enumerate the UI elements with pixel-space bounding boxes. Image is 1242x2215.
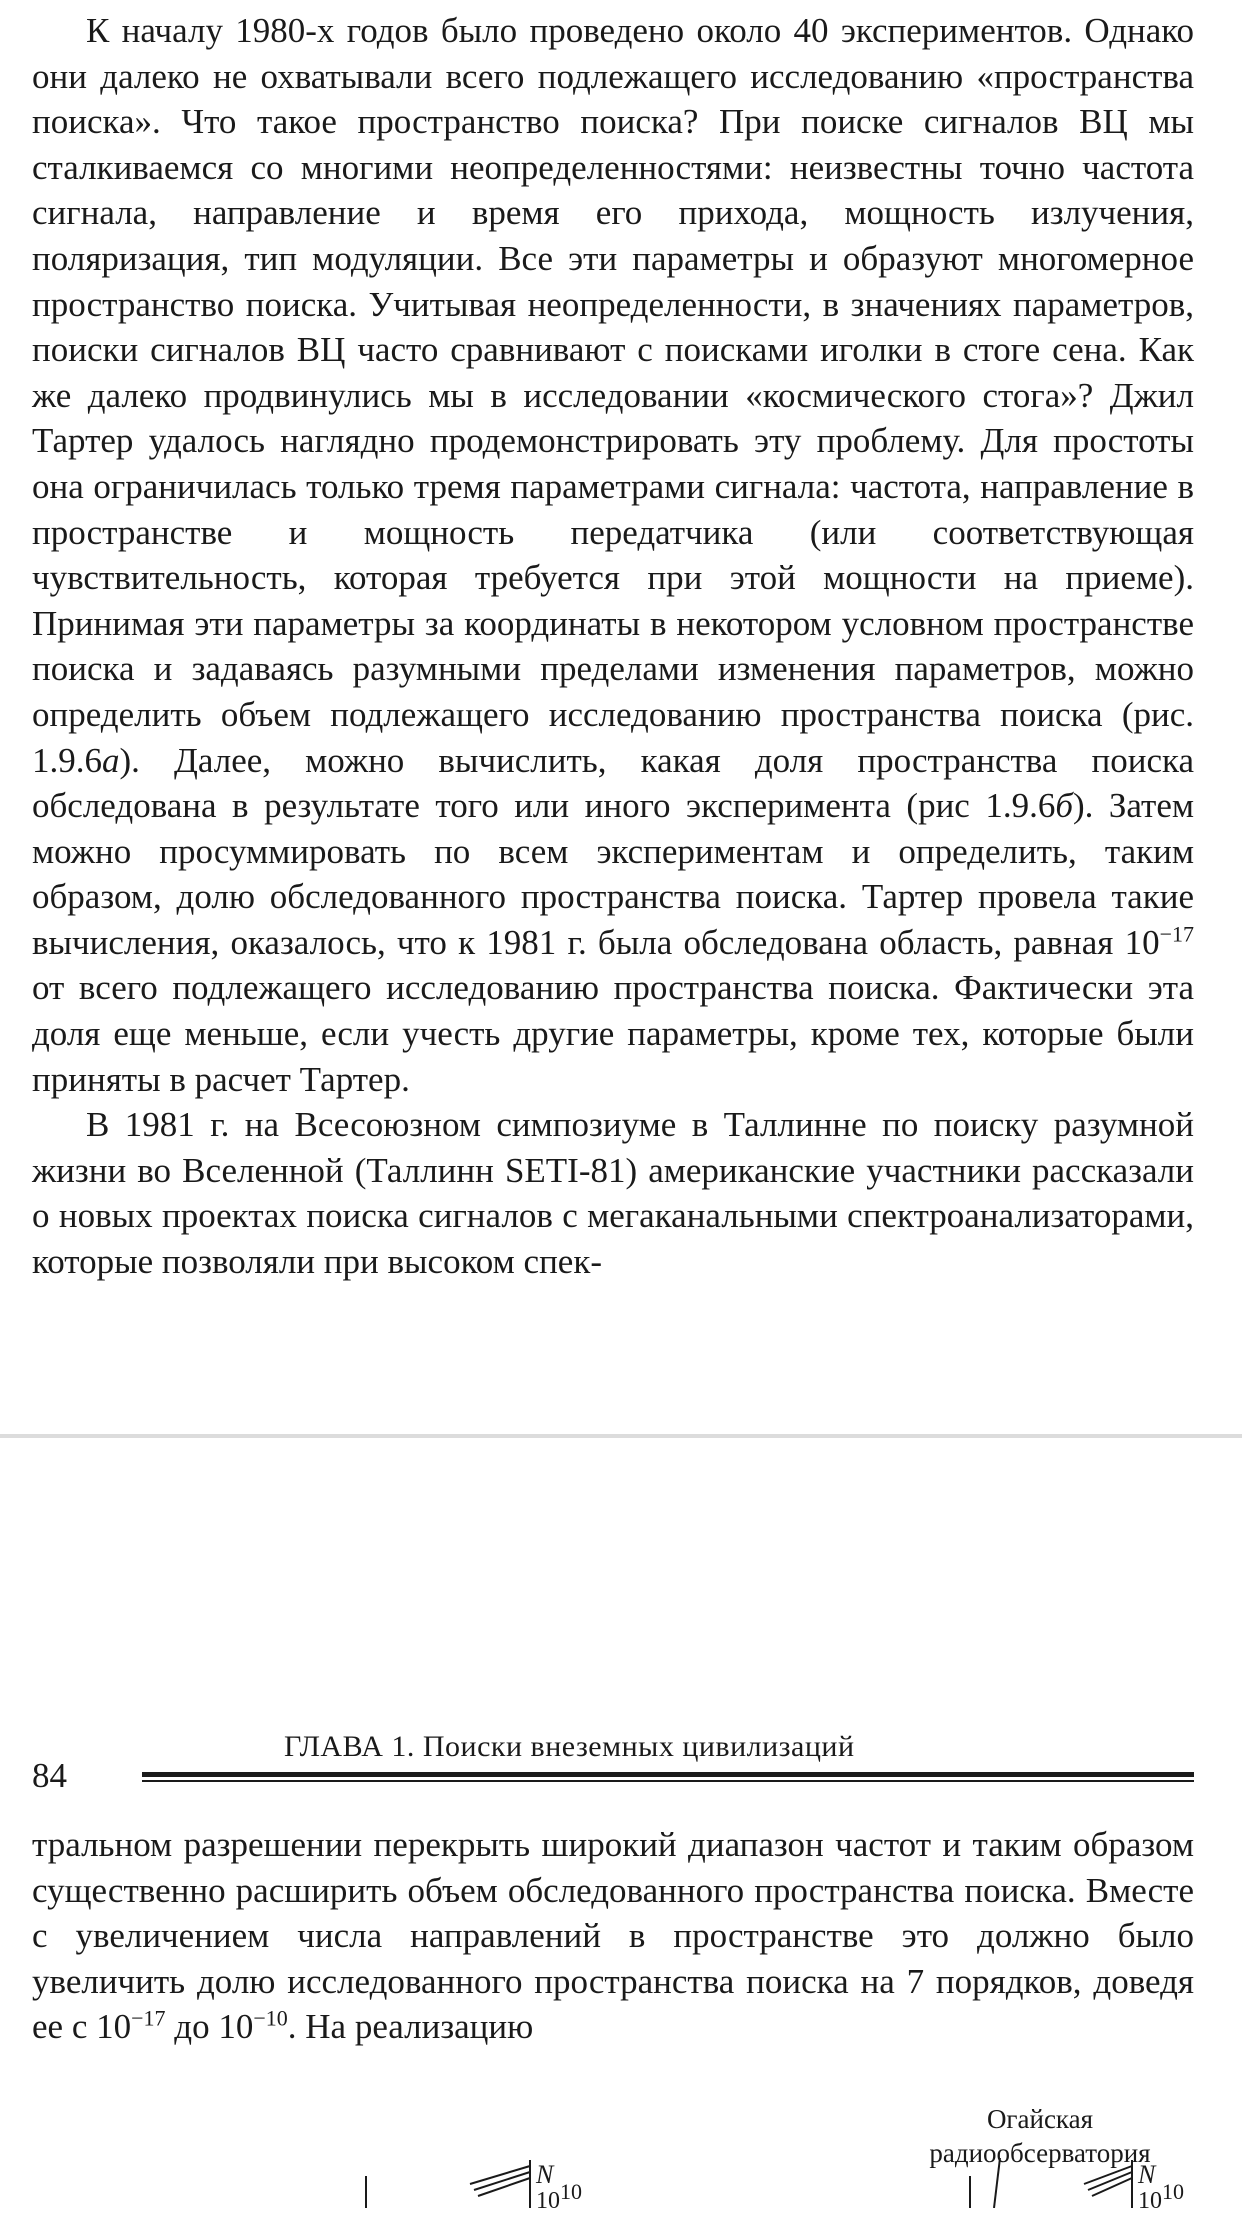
paragraph-1 — [32, 8, 1194, 1102]
paragraph-1-part-b: ). Далее, можно вычислить, какая доля пространства поиска обследована в результате того или иного эксперимента (рис 1.9.6 — [32, 740, 1194, 826]
paragraph-3-part-a: тральном разрешении перекрыть широкий диапазон частот и таким образом существенно расширить объем обследованного пространства поиска. Вместе с увеличением числа направлений в пространстве это должно было увеличить долю исследованного пространства поиска на 7 порядков, доведя ее с 10 — [32, 1825, 1194, 2047]
exponent: −17 — [131, 2005, 166, 2031]
paragraph-2: В 1981 г. на Всесоюзном симпозиуме в Таллинне по поиску разумной жизни во Вселенной (Таллинн SETI-81) американские участники рассказали о новых проектах поиска сигналов с мегаканальными спектроанализаторами, которые позволяли при высоком спек- — [32, 1105, 1194, 1282]
exponent: −17 — [1159, 921, 1194, 947]
page-number: 84 — [32, 1756, 67, 1795]
tick-base: 10 — [1138, 2188, 1162, 2214]
tick-exponent: 10 — [560, 2179, 582, 2204]
observatory-label: Огайская радиообсерватория — [929, 2104, 1151, 2168]
paragraph-3 — [32, 1822, 1194, 2050]
tick-label-right — [1138, 2179, 1184, 2215]
paragraph-1-part-a: К началу 1980-х годов было проведено около 40 экспериментов. Однако они далеко не охватывали всего подлежащего исследованию «пространства поиска». Что такое пространство поиска? При поиске сигналов ВЦ мы сталкиваемся со многими неопределенностями: неизвестны точно частота сигнала, направление и время его прихода, мощность излучения, поляризация, тип модуляции. Все эти параметры и образуют многомерное пространство поиска. Учитывая неопределенности, в значениях параметров, поиски сигналов ВЦ часто сравнивают с поисками иголки в стоге сена. Как же далеко продвинулись мы в исследовании «космического стога»? Джил Тартер удалось наглядно продемонстрировать эту проблему. Для простоты она ограничилась только тремя параметрами сигнала: частота, направление в пространстве и мощность передатчика (или соответствующая чувствительность, которая требуется при этой мощности на приеме). Принимая эти параметры за координаты в некотором условном пространстве поиска и задаваясь разумными пределами изменения параметров, можно определить объем подлежащего исследованию пространства поиска (рис. 1.9.6 — [32, 11, 1194, 780]
text-top — [32, 8, 1194, 1285]
text-bottom — [32, 1822, 1194, 2050]
chapter-title: ГЛАВА 1. Поиски внеземных цивилизаций — [284, 1730, 855, 1763]
tick-base: 10 — [536, 2188, 560, 2214]
axis-label-n-right: N — [1138, 2160, 1156, 2189]
running-header — [32, 1720, 1194, 1795]
page-divider — [0, 1434, 1242, 1438]
figure-partial — [0, 2080, 1242, 2214]
figure-ref-a: а — [102, 740, 120, 780]
axis-label-n-left: N — [536, 2160, 554, 2189]
paragraph-3-part-c: . На реализацию — [287, 2007, 534, 2047]
tick-label-left — [536, 2179, 582, 2215]
exponent: −10 — [253, 2005, 288, 2031]
paragraph-3-part-b: до 10 — [165, 2007, 254, 2047]
header-rule — [142, 1772, 1194, 1777]
figure-ref-b: б — [1055, 786, 1073, 826]
paragraph-1-part-c: ). Затем можно просуммировать по всем экспериментам и определить, таким образом, долю обследованного пространства поиска. Тартер провела такие вычисления, оказалось, что к 1981 г. была обследована область, равная 10 — [32, 786, 1194, 962]
header-rule-thin — [142, 1780, 1194, 1782]
paragraph-1-part-d: от всего подлежащего исследованию пространства поиска. Фактически эта доля еще меньше, если учесть другие параметры, кроме тех, которые были приняты в расчет Тартер. — [32, 968, 1194, 1099]
tick-exponent: 10 — [1162, 2179, 1184, 2204]
